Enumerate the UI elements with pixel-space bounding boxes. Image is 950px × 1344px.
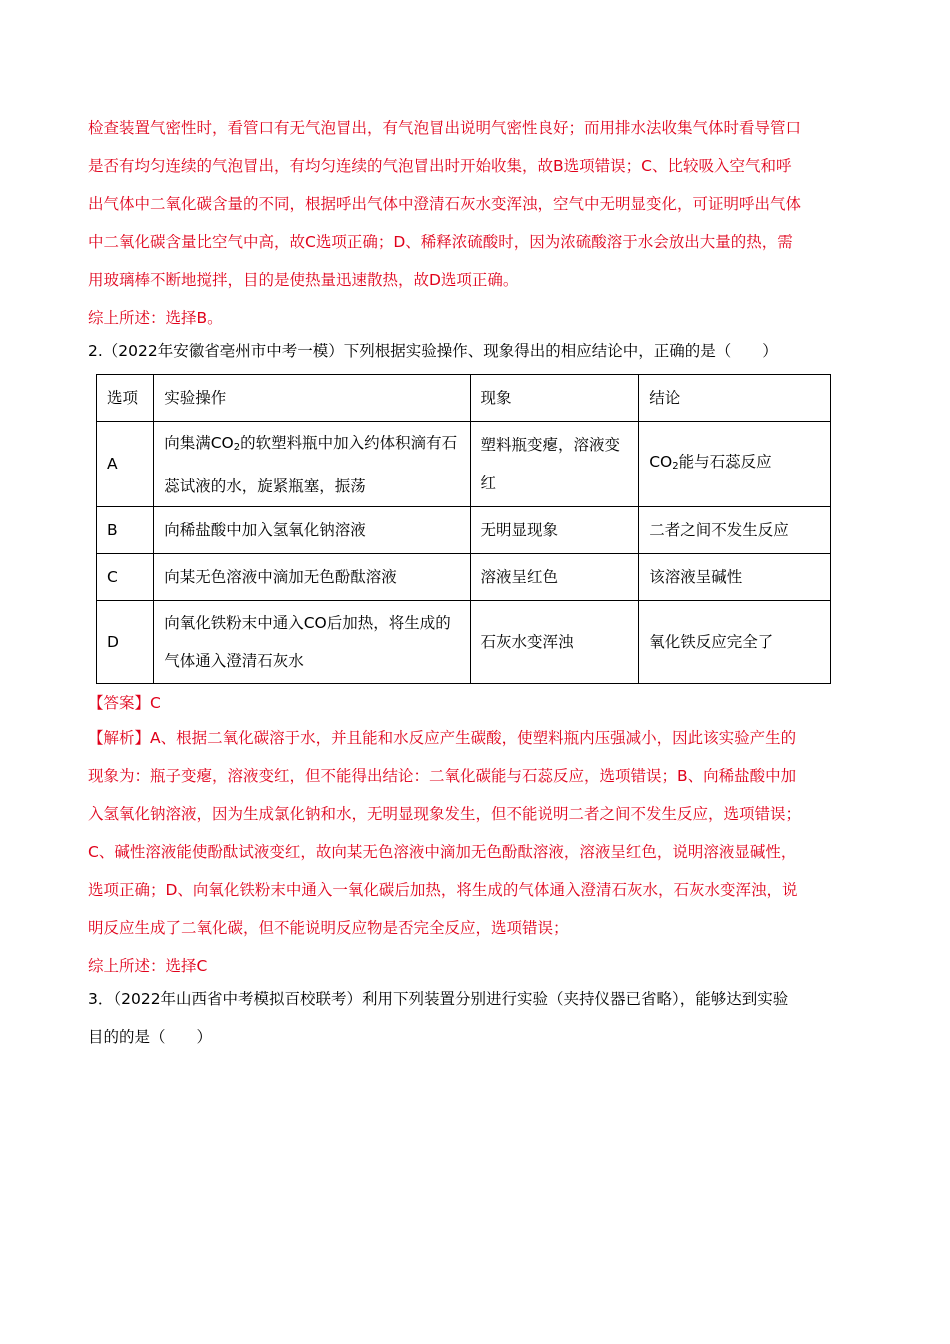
table-row xyxy=(97,601,831,684)
conclusion-cell: $CO_2$能与石蕊反应 xyxy=(639,422,831,507)
operation-cell: 向某无色溶液中滴加无色酚酞溶液 xyxy=(154,554,470,601)
table-row xyxy=(97,507,831,554)
answer-line xyxy=(88,686,161,720)
summary-line: 综上所述：选择B。 xyxy=(88,309,223,327)
operation-cell: 向集满$CO_2$的软塑料瓶中加入约体积滴有石蕊试液的水，旋紧瓶塞，振荡 xyxy=(154,422,470,507)
answer-value: C xyxy=(150,694,161,712)
answer-label: 【答案】 xyxy=(88,694,151,712)
question-2-analysis xyxy=(88,719,858,985)
question-2-stem: 2.（2022年安徽省亳州市中考一模）下列根据实验操作、现象得出的相应结论中，正确的是（ ） xyxy=(88,342,778,360)
option-cell: A xyxy=(97,422,154,507)
previous-analysis xyxy=(88,109,858,337)
header-conclusion: 结论 xyxy=(639,375,831,422)
question-3-stem xyxy=(88,980,858,1056)
conclusion-cell: 氧化铁反应完全了 xyxy=(639,601,831,684)
experiment-table xyxy=(96,374,831,684)
analysis-line: 选项正确；D、向氧化铁粉末中通入一氧化碳后加热，将生成的气体通入澄清石灰水，石灰水变浑浊，说 xyxy=(88,881,798,899)
phenomenon-cell: 无明显现象 xyxy=(470,507,639,554)
conclusion-cell: 该溶液呈碱性 xyxy=(639,554,831,601)
analysis-line: 【解析】A、根据二氧化碳溶于水，并且能和水反应产生碳酸，使塑料瓶内压强减小，因此该实验产生的 xyxy=(88,729,797,747)
analysis-line: 入氢氧化钠溶液，因为生成氯化钠和水，无明显现象发生，但不能说明二者之间不发生反应，选项错误； xyxy=(88,805,802,823)
analysis-line: 是否有均匀连续的气泡冒出，有均匀连续的气泡冒出时开始收集，故B选项错误；C、比较吸入空气和呼 xyxy=(88,157,792,175)
header-phenomenon: 现象 xyxy=(470,375,639,422)
table-header-row xyxy=(97,375,831,422)
phenomenon-cell: 溶液呈红色 xyxy=(470,554,639,601)
analysis-line: 现象为：瓶子变瘪，溶液变红，但不能得出结论：二氧化碳能与石蕊反应，选项错误；B、向稀盐酸中加 xyxy=(88,767,797,785)
summary-line: 综上所述：选择C xyxy=(88,957,208,975)
analysis-line: 检查装置气密性时，看管口有无气泡冒出，有气泡冒出说明气密性良好；而用排水法收集气体时看导管口 xyxy=(88,119,802,137)
option-cell: C xyxy=(97,554,154,601)
analysis-line: 中二氧化碳含量比空气中高，故C选项正确；D、稀释浓硫酸时，因为浓硫酸溶于水会放出大量的热，需 xyxy=(88,233,793,251)
conclusion-cell: 二者之间不发生反应 xyxy=(639,507,831,554)
operation-cell: 向氧化铁粉末中通入CO后加热，将生成的气体通入澄清石灰水 xyxy=(154,601,470,684)
question-line: 目的的是（ ） xyxy=(88,1028,213,1046)
analysis-line: 用玻璃棒不断地搅拌，目的是使热量迅速散热，故D选项正确。 xyxy=(88,271,519,289)
phenomenon-cell: 塑料瓶变瘪，溶液变红 xyxy=(470,422,639,507)
option-cell: D xyxy=(97,601,154,684)
question-line: 3．（2022年山西省中考模拟百校联考）利用下列装置分别进行实验（夹持仪器已省略），能够达到实验 xyxy=(88,990,789,1008)
table-row xyxy=(97,422,831,507)
table-row xyxy=(97,554,831,601)
operation-cell: 向稀盐酸中加入氢氧化钠溶液 xyxy=(154,507,470,554)
phenomenon-cell: 石灰水变浑浊 xyxy=(470,601,639,684)
header-operation: 实验操作 xyxy=(154,375,470,422)
option-cell: B xyxy=(97,507,154,554)
header-option: 选项 xyxy=(97,375,154,422)
analysis-line: 明反应生成了二氧化碳，但不能说明反应物是否完全反应，选项错误； xyxy=(88,919,569,937)
analysis-line: C、碱性溶液能使酚酞试液变红，故向某无色溶液中滴加无色酚酞溶液，溶液呈红色，说明溶液显碱性， xyxy=(88,843,797,861)
analysis-line: 出气体中二氧化碳含量的不同，根据呼出气体中澄清石灰水变浑浊，空气中无明显变化，可证明呼出气体 xyxy=(88,195,802,213)
